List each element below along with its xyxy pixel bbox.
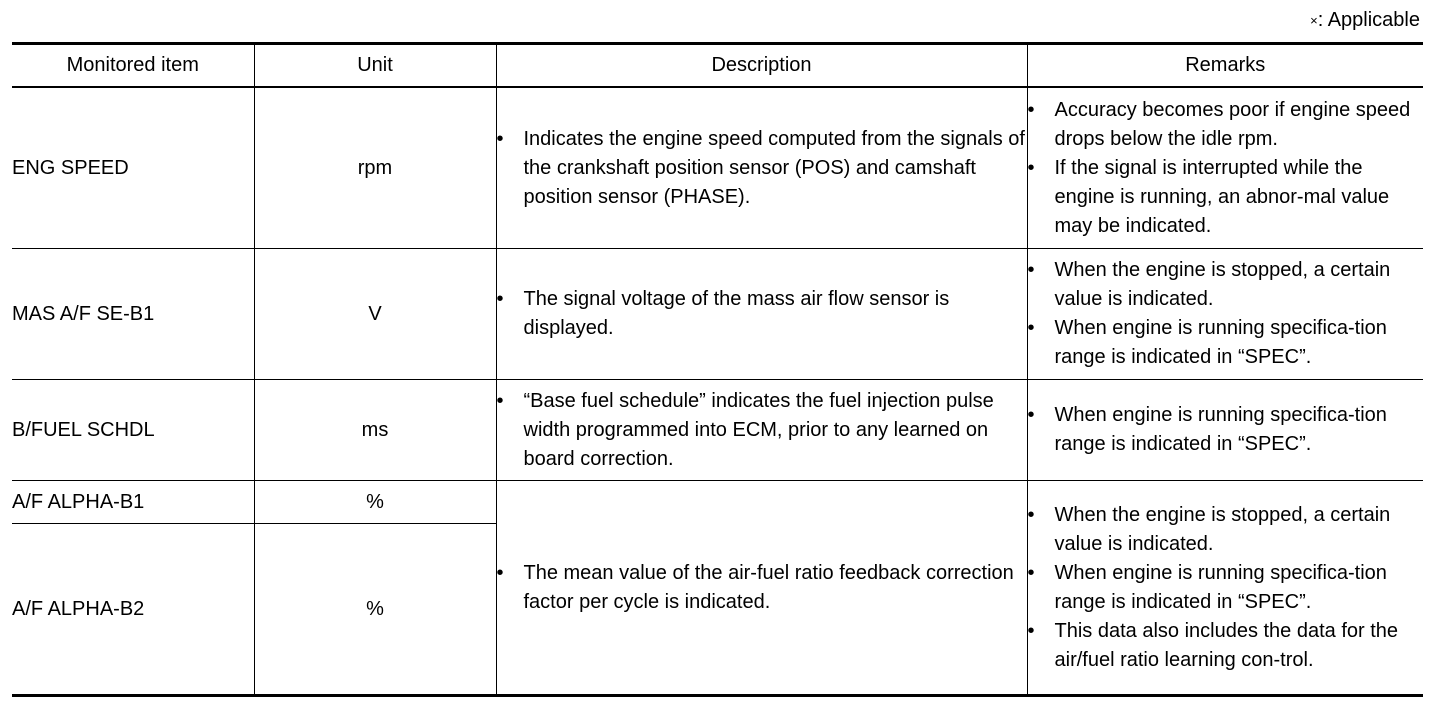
description-text: “Base fuel schedule” indicates the fuel injection pulse width programmed into ECM, prior to any learned on board correction. xyxy=(523,389,994,470)
monitored-item-cell: MAS A/F SE-B1 xyxy=(12,249,254,380)
remark-text: When the engine is stopped, a certain value is indicated. xyxy=(1054,503,1391,555)
description-bullet: • Indicates the engine speed computed from the signals of the crankshaft position sensor (POS) and camshaft position sensor (PHASE). xyxy=(496,127,1025,208)
remark-text: This data also includes the data for the air/fuel ratio learning con-trol. xyxy=(1054,619,1399,671)
description-cell xyxy=(496,249,1027,380)
monitored-item-cell: B/FUEL SCHDL xyxy=(12,380,254,481)
monitored-item-cell: A/F ALPHA-B2 xyxy=(12,524,254,696)
remark-bullet: • When engine is running specifica-tion range is indicated in “SPEC”. xyxy=(1027,317,1387,368)
remarks-cell xyxy=(1027,87,1423,249)
remark-bullet: • When the engine is stopped, a certain value is indicated. xyxy=(1027,503,1391,555)
description-text: The signal voltage of the mass air flow sensor is displayed. xyxy=(523,288,950,339)
table-row xyxy=(12,380,1423,481)
table-header-row xyxy=(12,44,1423,88)
applicable-mark: × xyxy=(1310,13,1318,28)
unit-cell: % xyxy=(254,481,496,524)
remarks-cell xyxy=(1027,481,1423,696)
description-cell xyxy=(496,87,1027,249)
table-row xyxy=(12,481,1423,524)
remark-text: If the signal is interrupted while the engine is running, an abnor-mal value may be indicated. xyxy=(1054,156,1390,237)
remarks-cell xyxy=(1027,380,1423,481)
unit-cell: rpm xyxy=(254,87,496,249)
description-text: The mean value of the air-fuel ratio feedback correction factor per cycle is indicated. xyxy=(523,561,1014,613)
description-bullet: • “Base fuel schedule” indicates the fuel injection pulse width programmed into ECM, prior to any learned on board correction. xyxy=(496,389,994,470)
unit-cell: % xyxy=(254,524,496,696)
header-remarks: Remarks xyxy=(1027,44,1423,88)
applicable-legend xyxy=(1310,8,1420,33)
monitored-items-table xyxy=(12,42,1423,697)
header-unit: Unit xyxy=(254,44,496,88)
description-text: Indicates the engine speed computed from the signals of the crankshaft position sensor (POS) and camshaft position sensor (PHASE). xyxy=(523,127,1025,208)
remark-bullet: • This data also includes the data for the air/fuel ratio learning con-trol. xyxy=(1027,619,1399,671)
header-monitored-item: Monitored item xyxy=(12,44,254,88)
header-description: Description xyxy=(496,44,1027,88)
remark-text: When engine is running specifica-tion range is indicated in “SPEC”. xyxy=(1054,317,1387,368)
remark-text: When engine is running specifica-tion range is indicated in “SPEC”. xyxy=(1054,561,1387,613)
remark-bullet: • If the signal is interrupted while the engine is running, an abnor-mal value may be indicated. xyxy=(1027,156,1390,237)
description-cell xyxy=(496,481,1027,696)
remarks-cell xyxy=(1027,249,1423,380)
remark-text: When engine is running specifica-tion range is indicated in “SPEC”. xyxy=(1054,404,1387,455)
description-bullet: • The signal voltage of the mass air flow sensor is displayed. xyxy=(496,288,950,339)
unit-cell: V xyxy=(254,249,496,380)
remark-bullet: • When engine is running specifica-tion range is indicated in “SPEC”. xyxy=(1027,404,1387,455)
monitored-item-cell: A/F ALPHA-B1 xyxy=(12,481,254,524)
description-bullet: • The mean value of the air-fuel ratio feedback correction factor per cycle is indicated. xyxy=(496,561,1014,613)
unit-cell: ms xyxy=(254,380,496,481)
remark-text: Accuracy becomes poor if engine speed drops below the idle rpm. xyxy=(1054,98,1411,150)
remark-bullet: • Accuracy becomes poor if engine speed drops below the idle rpm. xyxy=(1027,98,1411,150)
remark-bullet: • When engine is running specifica-tion range is indicated in “SPEC”. xyxy=(1027,561,1387,613)
table-row xyxy=(12,249,1423,380)
table-row xyxy=(12,87,1423,249)
remark-text: When the engine is stopped, a certain value is indicated. xyxy=(1054,259,1391,310)
applicable-label: : Applicable xyxy=(1317,9,1420,31)
monitored-item-cell: ENG SPEED xyxy=(12,87,254,249)
description-cell xyxy=(496,380,1027,481)
remark-bullet: • When the engine is stopped, a certain value is indicated. xyxy=(1027,259,1391,310)
